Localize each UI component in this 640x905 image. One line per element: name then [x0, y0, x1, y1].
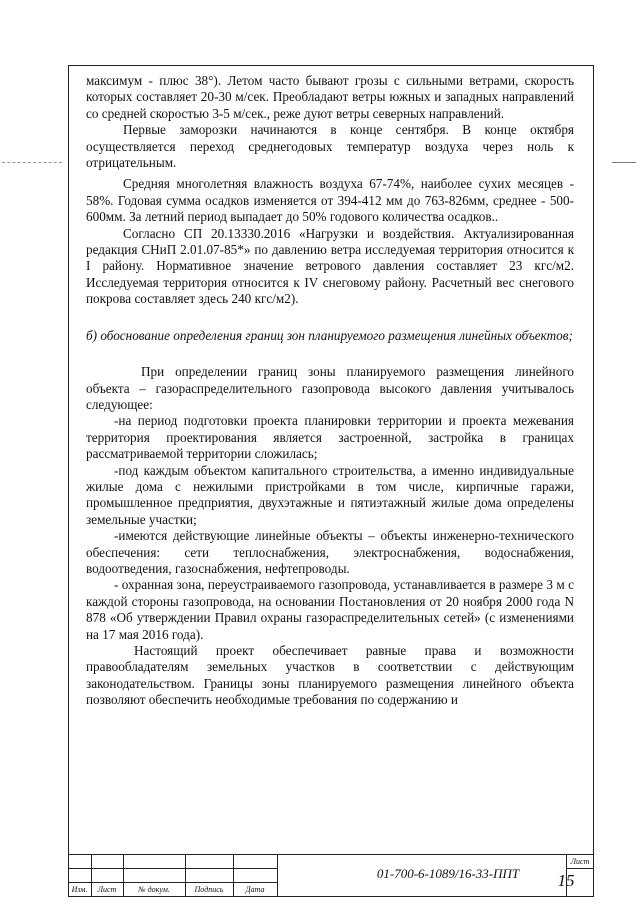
- title-block-col-rule: [277, 854, 278, 897]
- page-body: [86, 73, 574, 709]
- zone-item-protection-zone: - охранная зона, переустраиваемого газопровода, устанавливается в размере 3 м с каждой стороны газопровода, на основании Постановления от 20 ноября 2000 года N 878 «Об утверждении Правил охраны газораспределительных сетей» (с изменениями на 17 мая 2016 года).: [86, 577, 574, 642]
- zone-item-land-plots: -под каждым объектом капитального строительства, а именно индивидуальные жилые дома с нежилыми пристройками в том числе, кирпичные гаражи, промышленное предприятия, двухэтажные и пятиэтажный жилые дома определены земельные участки;: [86, 462, 574, 527]
- title-block-top-rule: [68, 854, 594, 855]
- title-block: [68, 854, 594, 897]
- zone-paragraph-conclusion: Настоящий проект обеспечивает равные права и возможности правообладателям земельных участков в соответствии с действующим законодательством. Границы зоны планируемого размещения линейного объекта позволяют обеспечить необходимые требования по содержанию и: [86, 643, 574, 708]
- stamp-col-izm: Изм.: [71, 885, 88, 894]
- section-heading: б) обоснование определения границ зон планируемого размещения линейных объектов;: [86, 327, 573, 343]
- title-block-row-rule: [68, 868, 278, 869]
- sheet-number: 15: [557, 871, 575, 890]
- sheet-cell-rule: [566, 868, 594, 869]
- stamp-col-sign: Подпись: [194, 885, 224, 894]
- zone-item-utilities: -имеются действующие линейные объекты – объекты инженерно-технического обеспечения: сети теплоснабжения, электроснабжения, водоснабжения, водоотведения, газоснабжения, нефтепроводы.: [86, 528, 574, 576]
- sheet-label: Лист: [570, 857, 590, 866]
- zone-paragraph-intro: При определении границ зоны планируемого размещения линейного объекта – газораспределительного газопровода высокого давления учитывалось следующее:: [86, 364, 574, 412]
- document-code: 01-700-6-1089/16-33-ППТ: [376, 866, 520, 881]
- right-margin-tick: [612, 162, 636, 163]
- climate-paragraph-humidity: Средняя многолетняя влажность воздуха 67-74%, наиболее сухих месяцев - 58%. Годовая сумма осадков изменяется от 394-412 мм до 763-826мм, среднее - 500-600мм. За летний период выпадает до 50% годового количества осадков..: [86, 176, 574, 225]
- left-margin-cut-line: [2, 162, 62, 163]
- title-block-row-rule: [68, 882, 278, 883]
- stamp-col-date: Дата: [245, 885, 265, 894]
- climate-paragraph-winds: максимум - плюс 38°). Летом часто бывают грозы с сильными ветрами, скорость которых составляет 20-30 м/сек. Преобладают ветры южных и западных направлений со средней скоростью 3-5 м/сек., реже дуют ветры северных направлений.: [86, 73, 574, 121]
- stamp-col-doc: № докум.: [138, 885, 170, 894]
- climate-paragraph-loads: Согласно СП 20.13330.2016 «Нагрузки и воздействия. Актуализированная редакция СНиП 2.01.07-85*» по давлению ветра исследуемая территория относится к I району. Нормативное значение ветрового давления составляет 23 кгс/м2. Исследуемая территория относится к IV снеговому району. Расчетный вес снегового покрова составляет здесь 240 кгс/м2).: [86, 225, 574, 307]
- climate-paragraph-frosts: Первые заморозки начинаются в конце сентября. В конце октября осуществляется переход среднегодовых температур воздуха через ноль к отрицательным.: [86, 122, 574, 171]
- stamp-col-list: Лист: [97, 885, 117, 894]
- zone-item-built-up: -на период подготовки проекта планировки территории и проекта межевания территория проектирования является застроенной, застройка в границах рассматриваемой территории сложилась;: [86, 413, 574, 462]
